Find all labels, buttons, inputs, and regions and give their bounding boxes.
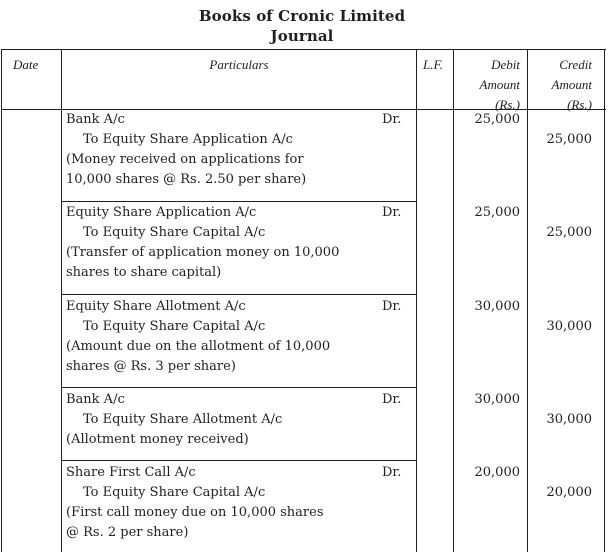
header-credit-line: Amount xyxy=(551,77,592,92)
journal-title: Journal xyxy=(270,27,334,45)
debit-amount: 30,000 xyxy=(474,392,520,407)
header-particulars: Particulars xyxy=(209,57,269,72)
col-line-debit xyxy=(527,49,528,552)
entry-particulars xyxy=(66,463,411,543)
entry-separator xyxy=(61,387,417,388)
header-credit-line: (Rs.) xyxy=(567,97,592,112)
entry-particulars xyxy=(66,297,411,377)
entry-separator xyxy=(61,201,417,202)
narration: (Allotment money received) xyxy=(66,432,249,447)
debit-account: Bank A/c xyxy=(66,392,125,407)
debit-account: Equity Share Application A/c xyxy=(66,205,257,220)
col-line-date xyxy=(61,49,62,552)
narration: shares @ Rs. 3 per share) xyxy=(66,359,236,374)
narration: shares to share capital) xyxy=(66,265,222,280)
credit-amount: 25,000 xyxy=(546,225,592,240)
dr-label: Dr. xyxy=(382,112,402,127)
debit-account: Share First Call A/c xyxy=(66,465,196,480)
header-credit xyxy=(528,55,592,115)
credit-account: To Equity Share Capital A/c xyxy=(83,319,266,334)
debit-account: Bank A/c xyxy=(66,112,125,127)
dr-label: Dr. xyxy=(382,299,402,314)
dr-label: Dr. xyxy=(382,392,402,407)
entry-separator xyxy=(61,294,417,295)
credit-account: To Equity Share Allotment A/c xyxy=(83,412,283,427)
header-debit xyxy=(454,55,520,115)
credit-account: To Equity Share Capital A/c xyxy=(83,225,266,240)
narration: (Amount due on the allotment of 10,000 xyxy=(66,339,331,354)
debit-amount: 30,000 xyxy=(474,299,520,314)
debit-amount: 25,000 xyxy=(474,112,520,127)
header-lf: L.F. xyxy=(423,57,443,72)
narration: (Money received on applications for xyxy=(66,152,304,167)
dr-label: Dr. xyxy=(382,465,402,480)
header-debit-line: (Rs.) xyxy=(495,97,520,112)
narration: (Transfer of application money on 10,000 xyxy=(66,245,340,260)
header-date: Date xyxy=(13,57,39,72)
entry-separator xyxy=(61,460,417,461)
debit-amount: 25,000 xyxy=(474,205,520,220)
entry-particulars xyxy=(66,390,411,450)
credit-account: To Equity Share Capital A/c xyxy=(83,485,266,500)
col-line-particulars xyxy=(416,49,417,552)
header-debit-line: Debit xyxy=(491,57,520,72)
narration: 10,000 shares @ Rs. 2.50 per share) xyxy=(66,172,307,187)
entry-particulars xyxy=(66,110,411,190)
credit-amount: 30,000 xyxy=(546,319,592,334)
entry-particulars xyxy=(66,203,411,283)
header-credit-line: Credit xyxy=(559,57,592,72)
credit-amount: 20,000 xyxy=(546,485,592,500)
credit-amount: 30,000 xyxy=(546,412,592,427)
credit-amount: 25,000 xyxy=(546,132,592,147)
narration: @ Rs. 2 per share) xyxy=(66,525,189,540)
narration: (First call money due on 10,000 shares xyxy=(66,505,324,520)
credit-account: To Equity Share Application A/c xyxy=(83,132,293,147)
company-title: Books of Cronic Limited xyxy=(198,7,406,25)
col-line-left xyxy=(1,49,2,552)
table-top-border xyxy=(1,49,606,50)
col-line-right xyxy=(604,49,605,552)
dr-label: Dr. xyxy=(382,205,402,220)
debit-amount: 20,000 xyxy=(474,465,520,480)
debit-account: Equity Share Allotment A/c xyxy=(66,299,246,314)
header-debit-line: Amount xyxy=(479,77,520,92)
